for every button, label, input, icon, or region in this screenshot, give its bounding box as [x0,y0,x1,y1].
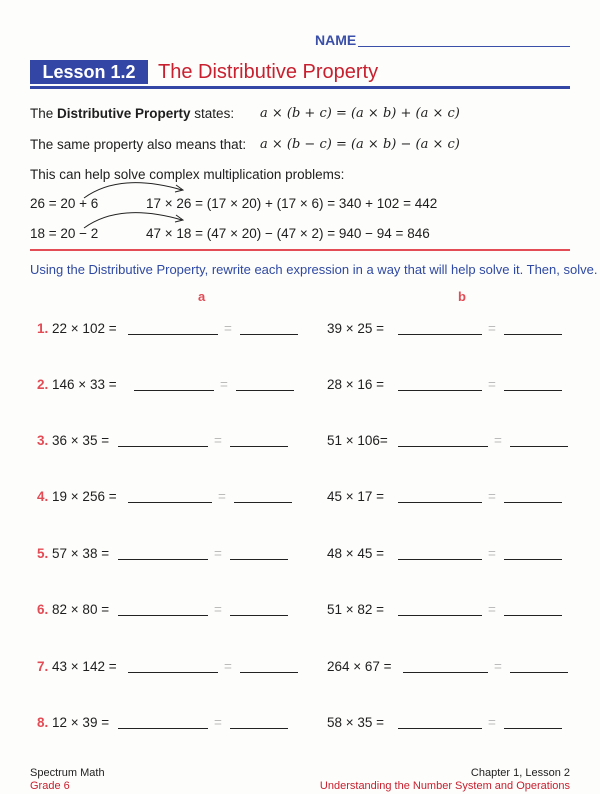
property-statement-label: The Distributive Property states: [30,106,235,121]
problem-6-a-equals: = [214,602,222,617]
problem-2-b-answer-blank[interactable] [504,390,562,391]
lesson-title-bar [30,60,570,88]
name-field[interactable] [358,46,570,47]
examples-intro: This can help solve complex multiplication problems: [30,167,345,182]
problem-4-a-work-blank[interactable] [128,502,212,503]
problem-1-a-work-blank[interactable] [128,334,218,335]
problem-3-a-work-blank[interactable] [118,446,208,447]
problem-7-a-answer-blank[interactable] [240,672,298,673]
problem-6-a-work-blank[interactable] [118,615,208,616]
problem-2-a-work-blank[interactable] [134,390,214,391]
problem-8-b-work-blank[interactable] [398,728,482,729]
property-formula-add: a × (b + c) = (a × b) + (a × c) [260,106,460,121]
problem-3-a-equals: = [214,433,222,448]
problem-3-a: 3. 36 × 35 = [37,433,110,448]
problem-5-a-equals: = [214,546,222,561]
problem-7-a: 7. 43 × 142 = [37,659,117,674]
problem-1-b-equals: = [488,321,496,336]
problem-7-b-equals: = [494,659,502,674]
property-subtraction-label: The same property also means that: [30,137,247,152]
problem-1-b: 39 × 25 = [327,321,385,336]
problem-3-b-work-blank[interactable] [398,446,488,447]
problem-1-a: 1. 22 × 102 = [37,321,117,336]
problem-4-b-equals: = [488,489,496,504]
problem-3-b: 51 × 106= [327,433,388,448]
problem-6-a-answer-blank[interactable] [230,615,288,616]
problem-3-b-answer-blank[interactable] [510,446,568,447]
problem-1-b-work-blank[interactable] [398,334,482,335]
problem-6-b-answer-blank[interactable] [504,615,562,616]
example-1-split: 26 = 20 + 6 [30,196,99,211]
problem-8-a-equals: = [214,715,222,730]
problem-4-a: 4. 19 × 256 = [37,489,117,504]
problem-2-b-work-blank[interactable] [398,390,482,391]
footer-publisher: Spectrum Math [30,767,105,779]
title-divider [30,86,570,89]
problem-2-a: 2. 146 × 33 = [37,377,117,392]
problem-1-a-answer-blank[interactable] [240,334,298,335]
problem-7-b-work-blank[interactable] [403,672,488,673]
problem-5-b-equals: = [488,546,496,561]
problem-7-b: 264 × 67 = [327,659,392,674]
problem-2-b: 28 × 16 = [327,377,385,392]
problem-5-a-work-blank[interactable] [118,559,208,560]
column-a-heading: a [198,289,206,304]
property-formula-subtract: a × (b − c) = (a × b) − (a × c) [260,137,460,152]
problem-5-b: 48 × 45 = [327,546,385,561]
problem-6-b: 51 × 82 = [327,602,385,617]
problem-6-b-work-blank[interactable] [398,615,482,616]
problem-7-b-answer-blank[interactable] [510,672,568,673]
problem-7-a-work-blank[interactable] [128,672,218,673]
problem-7-a-equals: = [224,659,232,674]
instructions: Using the Distributive Property, rewrite each expression in a way that will help solve it. Then, solve. [30,262,598,277]
problem-8-a-answer-blank[interactable] [230,728,288,729]
footer-grade: Grade 6 [30,780,70,792]
name-label: NAME [315,32,357,48]
problem-1-a-equals: = [224,321,232,336]
example-1-work: 17 × 26 = (17 × 20) + (17 × 6) = 340 + 102 = 442 [146,196,438,211]
footer-chapter: Chapter 1, Lesson 2 [470,767,570,779]
problem-8-a-work-blank[interactable] [118,728,208,729]
problem-5-b-answer-blank[interactable] [504,559,562,560]
example-2-split: 18 = 20 − 2 [30,226,99,241]
problem-2-b-equals: = [488,377,496,392]
problem-4-b: 45 × 17 = [327,489,385,504]
problem-8-b: 58 × 35 = [327,715,385,730]
problem-8-a: 8. 12 × 39 = [37,715,110,730]
problem-2-a-answer-blank[interactable] [236,390,294,391]
column-b-heading: b [458,289,466,304]
section-divider [30,249,570,251]
problem-5-a: 5. 57 × 38 = [37,546,110,561]
problem-2-a-equals: = [220,377,228,392]
problem-3-b-equals: = [494,433,502,448]
footer-topic: Understanding the Number System and Operations [319,780,570,792]
lesson-badge: Lesson 1.2 [30,60,148,84]
problem-5-b-work-blank[interactable] [398,559,482,560]
problem-1-b-answer-blank[interactable] [504,334,562,335]
problem-4-b-work-blank[interactable] [398,502,482,503]
problem-4-a-answer-blank[interactable] [234,502,292,503]
example-2-work: 47 × 18 = (47 × 20) − (47 × 2) = 940 − 94 = 846 [146,226,430,241]
problem-6-a: 6. 82 × 80 = [37,602,110,617]
problem-8-b-answer-blank[interactable] [504,728,562,729]
problem-5-a-answer-blank[interactable] [230,559,288,560]
property-name: Distributive Property [57,106,191,121]
problem-6-b-equals: = [488,602,496,617]
problem-4-a-equals: = [218,489,226,504]
problem-8-b-equals: = [488,715,496,730]
problem-4-b-answer-blank[interactable] [504,502,562,503]
problem-3-a-answer-blank[interactable] [230,446,288,447]
page-title: The Distributive Property [158,61,379,83]
